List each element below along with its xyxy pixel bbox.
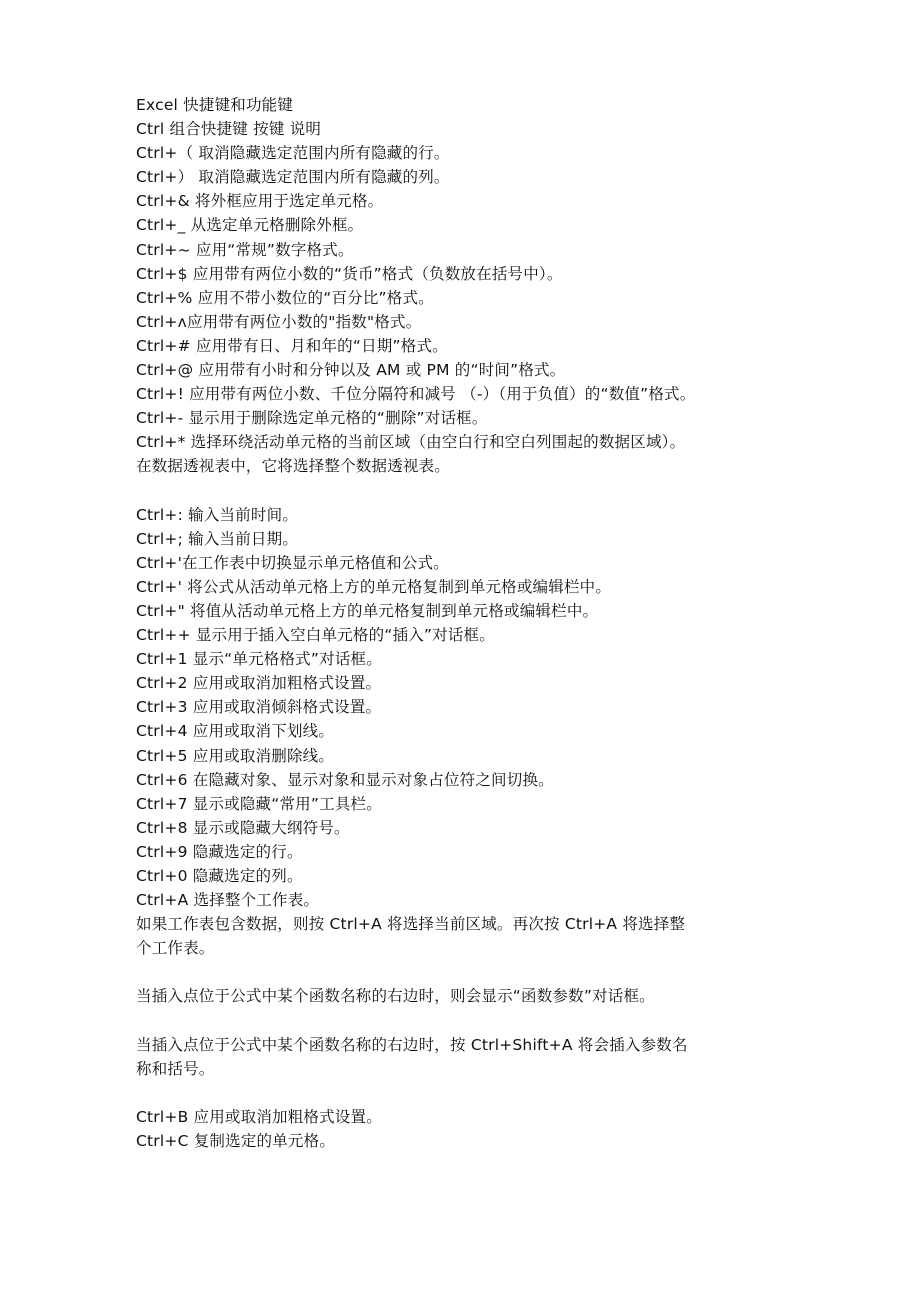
shortcut-line: Ctrl+@ 应用带有小时和分钟以及 AM 或 PM 的“时间”格式。 bbox=[136, 361, 566, 380]
shortcut-line: Ctrl+- 显示用于删除选定单元格的“删除”对话框。 bbox=[136, 409, 488, 428]
shortcut-line: Ctrl+$ 应用带有两位小数的“货币”格式（负数放在括号中）。 bbox=[136, 264, 563, 283]
shortcut-line: Ctrl+% 应用不带小数位的“百分比”格式。 bbox=[136, 288, 434, 307]
document-page bbox=[136, 93, 796, 1153]
shortcut-line: Ctrl+1 显示“单元格格式”对话框。 bbox=[136, 650, 382, 669]
shortcut-line: Ctrl+* 选择环绕活动单元格的当前区域（由空白行和空白列围起的数据区域）。 bbox=[136, 433, 686, 452]
shortcut-line: Ctrl+C 复制选定的单元格。 bbox=[136, 1132, 336, 1151]
shortcut-line: Ctrl+A 选择整个工作表。 bbox=[136, 891, 320, 910]
shortcut-line: Ctrl+B 应用或取消加粗格式设置。 bbox=[136, 1107, 382, 1126]
shortcut-line: Ctrl+~ 应用“常规”数字格式。 bbox=[136, 240, 354, 259]
table-header-line: Ctrl 组合快捷键 按键 说明 bbox=[136, 120, 322, 139]
shortcut-line: Ctrl+6 在隐藏对象、显示对象和显示对象占位符之间切换。 bbox=[136, 770, 554, 789]
shortcut-line: Ctrl+' 将公式从活动单元格上方的单元格复制到单元格或编辑栏中。 bbox=[136, 577, 612, 596]
shortcut-line: Ctrl+3 应用或取消倾斜格式设置。 bbox=[136, 698, 382, 717]
shortcut-line: Ctrl+2 应用或取消加粗格式设置。 bbox=[136, 674, 382, 693]
shortcut-line: Ctrl+ʌ应用带有两位小数的"指数"格式。 bbox=[136, 312, 422, 331]
paragraph-line: 当插入点位于公式中某个函数名称的右边时，则会显示“函数参数”对话框。 bbox=[136, 987, 655, 1006]
shortcut-line: Ctrl+& 将外框应用于选定单元格。 bbox=[136, 192, 384, 211]
paragraph-line: 当插入点位于公式中某个函数名称的右边时，按 Ctrl+Shift+A 将会插入参数名 bbox=[136, 1035, 688, 1054]
shortcut-line: 在数据透视表中，它将选择整个数据透视表。 bbox=[136, 457, 451, 476]
shortcut-line: Ctrl+'在工作表中切换显示单元格值和公式。 bbox=[136, 553, 449, 572]
shortcut-line: Ctrl+9 隐藏选定的行。 bbox=[136, 842, 303, 861]
shortcut-line: Ctrl+# 应用带有日、月和年的“日期”格式。 bbox=[136, 336, 448, 355]
blank-line bbox=[136, 1081, 796, 1105]
blank-line bbox=[136, 479, 796, 503]
shortcut-line: Ctrl+5 应用或取消删除线。 bbox=[136, 746, 335, 765]
blank-line bbox=[136, 960, 796, 984]
shortcut-line: Ctrl+0 隐藏选定的列。 bbox=[136, 867, 303, 885]
paragraph-line: 称和括号。 bbox=[136, 1059, 215, 1078]
shortcut-line: Ctrl+8 显示或隐藏大纲符号。 bbox=[136, 818, 350, 837]
blank-line bbox=[136, 1009, 796, 1033]
shortcut-line: Ctrl+; 输入当前日期。 bbox=[136, 529, 299, 548]
shortcut-line: Ctrl+4 应用或取消下划线。 bbox=[136, 722, 335, 741]
document-title: Excel 快捷键和功能键 bbox=[136, 96, 294, 114]
paragraph-line: 如果工作表包含数据，则按 Ctrl+A 将选择当前区域。再次按 Ctrl+A 将选择整 bbox=[136, 915, 686, 934]
shortcut-line: Ctrl++ 显示用于插入空白单元格的“插入”对话框。 bbox=[136, 626, 495, 645]
shortcut-line: Ctrl+_ 从选定单元格删除外框。 bbox=[136, 216, 364, 235]
shortcut-line: Ctrl+） 取消隐藏选定范围内所有隐藏的列。 bbox=[136, 168, 450, 187]
shortcut-line: Ctrl+: 输入当前时间。 bbox=[136, 505, 299, 524]
shortcut-line: Ctrl+（ 取消隐藏选定范围内所有隐藏的行。 bbox=[136, 144, 450, 163]
shortcut-line: Ctrl+! 应用带有两位小数、千位分隔符和减号 （-）（用于负值）的“数值”格式。 bbox=[136, 385, 696, 404]
shortcut-line: Ctrl+7 显示或隐藏“常用”工具栏。 bbox=[136, 794, 382, 813]
shortcut-line: Ctrl+" 将值从活动单元格上方的单元格复制到单元格或编辑栏中。 bbox=[136, 601, 599, 620]
paragraph-line: 个工作表。 bbox=[136, 939, 215, 958]
